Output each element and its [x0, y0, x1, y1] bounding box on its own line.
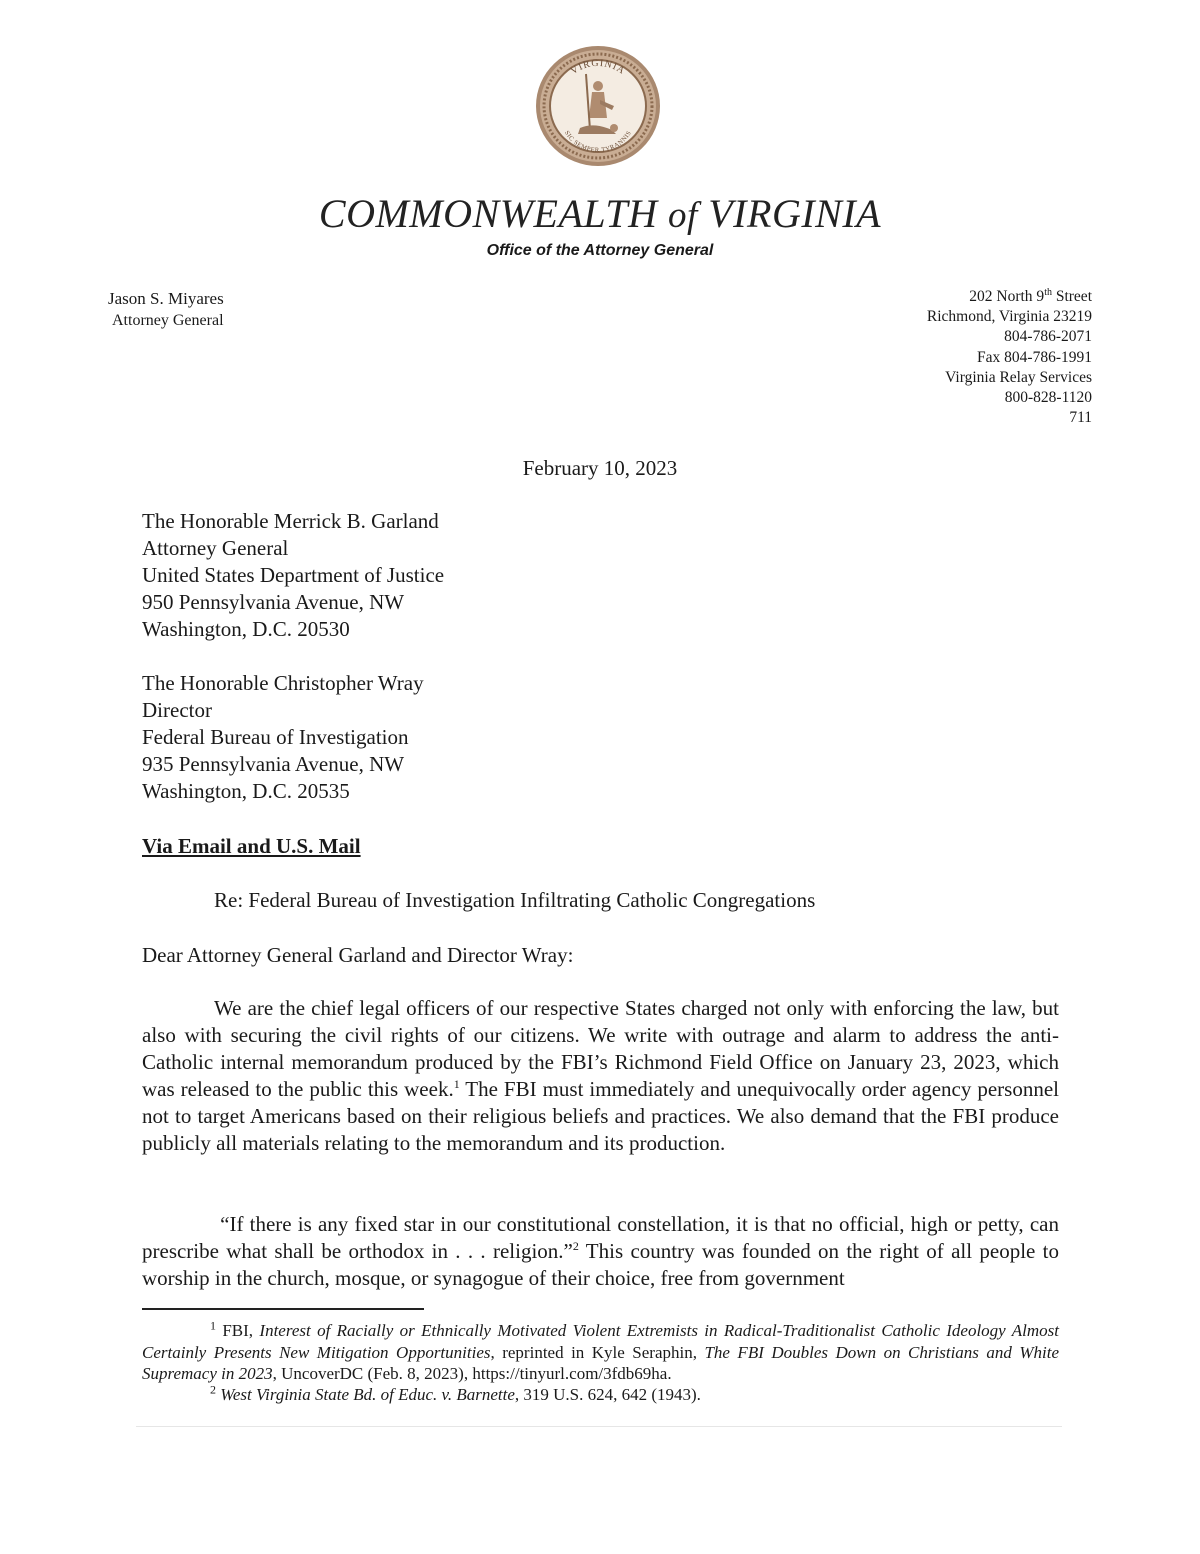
footnote-1	[142, 1320, 1059, 1385]
recipient-line: 950 Pennsylvania Avenue, NW	[142, 590, 405, 614]
seal-top-text: VIRGINIA	[568, 57, 628, 78]
recipient-line: The Honorable Merrick B. Garland	[142, 509, 439, 533]
fn2-case-name: West Virginia State Bd. of Educ. v. Barnette	[216, 1385, 515, 1404]
recipient-garland	[142, 508, 444, 643]
footnote-ref-1: 1	[453, 1077, 460, 1091]
title-of: of	[667, 195, 698, 236]
recipient-line: Washington, D.C. 20535	[142, 779, 350, 803]
address-street	[927, 287, 1092, 307]
page-bottom-rule	[136, 1426, 1062, 1427]
delivery-method: Via Email and U.S. Mail	[142, 834, 361, 858]
p2-text-b: This country was founded on the right of all people to worship in the church, mosque, or synagogue of their choice, free from government	[142, 1239, 1059, 1290]
sender-block	[108, 288, 224, 332]
office-address	[927, 287, 1092, 428]
title-commonwealth: COMMONWEALTH	[318, 191, 668, 236]
address-relay-short: 711	[1069, 409, 1092, 427]
title-virginia: VIRGINIA	[697, 191, 882, 236]
salutation: Dear Attorney General Garland and Director Wray:	[142, 943, 574, 967]
subject-line: Re: Federal Bureau of Investigation Infiltrating Catholic Congregations	[214, 888, 816, 912]
fn2-citation: , 319 U.S. 624, 642 (1943).	[514, 1385, 701, 1404]
letterhead-title	[0, 190, 1200, 240]
sender-name: Jason S. Miyares	[108, 289, 224, 308]
street-suffix: th	[1044, 286, 1052, 298]
fn1-report-title: Interest of Racially or Ethnically Motivated Violent Extremists in Radical-Traditionalist Catholic Ideology Almost Certainly Presents New Mitigation Opportunities	[142, 1321, 1059, 1362]
p2-text-a: “If there is any fixed star in our constitutional constellation, it is that no official, high or petty, can prescribe what shall be orthodox in . . . religion.”	[142, 1212, 1059, 1263]
footnote-2-number: 2	[210, 1382, 216, 1397]
recipient-line: 935 Pennsylvania Avenue, NW	[142, 752, 405, 776]
p1-text-a: We are the chief legal officers of our respective States charged not only with enforcing the law, but also with securing the civil rights of our citizens. We write with outrage and alarm to address the anti-Catholic internal memorandum produced by the FBI’s Richmond Field Office on January 23, 2023, which was released to the public this week.	[142, 996, 1059, 1101]
letter-date: February 10, 2023	[522, 456, 678, 480]
footnote-divider	[142, 1308, 424, 1310]
street-name: Street	[1051, 288, 1092, 305]
street-number: 202 North 9	[969, 288, 1045, 305]
fn1-text-a: FBI,	[216, 1321, 260, 1340]
recipient-line: Director	[142, 698, 212, 722]
footnote-1-number: 1	[210, 1318, 216, 1333]
fn1-text-b: , reprinted in Kyle Seraphin,	[490, 1342, 705, 1362]
body-paragraph-2	[142, 1211, 1059, 1292]
address-relay: Virginia Relay Services	[945, 368, 1092, 386]
seal-graphic	[534, 44, 662, 168]
address-relay-phone: 800-828-1120	[1004, 389, 1092, 407]
fn1-text-c: , UncoverDC (Feb. 8, 2023), https://tinyurl.com/3fdb69ha.	[272, 1364, 672, 1383]
recipient-line: Attorney General	[142, 536, 289, 560]
seal-motto: SIC SEMPER TYRANNIS	[562, 129, 634, 155]
p1-text-b: The FBI must immediately and unequivocally order agency personnel not to target Americans based on their religious beliefs and practices. We also demand that the FBI produce publicly all materials relating to the memorandum and its production.	[142, 1077, 1059, 1155]
body-paragraph-1	[142, 995, 1059, 1157]
address-fax: Fax 804-786-1991	[977, 348, 1092, 366]
address-phone: 804-786-2071	[1004, 328, 1092, 346]
recipient-line: Washington, D.C. 20530	[142, 617, 350, 641]
letterhead-subtitle: Office of the Attorney General	[486, 242, 714, 259]
letterhead	[0, 190, 1200, 262]
fn1-article-title: The FBI Doubles Down on Christians and White Supremacy in 2023	[142, 1342, 1060, 1383]
virginia-seal	[534, 44, 662, 168]
footnote-ref-2: 2	[572, 1239, 579, 1253]
recipient-line: United States Department of Justice	[142, 563, 445, 587]
recipient-line: The Honorable Christopher Wray	[142, 671, 424, 695]
recipient-line: Federal Bureau of Investigation	[142, 725, 409, 749]
recipient-wray	[142, 670, 424, 805]
address-city: Richmond, Virginia 23219	[926, 308, 1092, 326]
footnote-2	[142, 1384, 1059, 1406]
sender-title: Attorney General	[112, 312, 224, 329]
